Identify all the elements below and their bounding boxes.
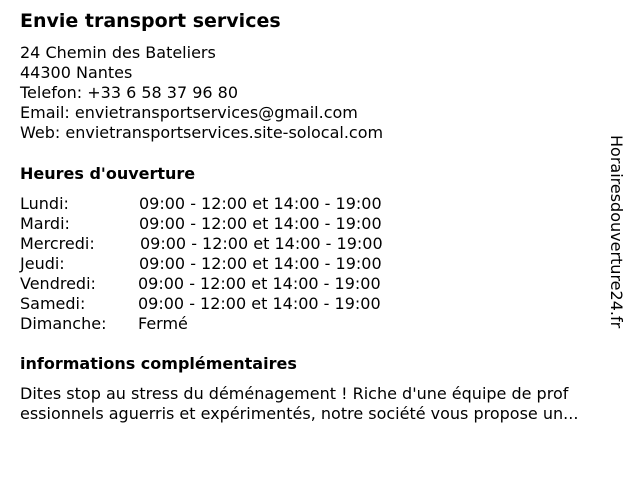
day-label: Samedi: [20, 294, 86, 313]
phone-number: Telefon: +33 6 58 37 96 80 [20, 83, 239, 102]
day-label: Lundi: [20, 194, 69, 213]
time-value: 09:00 - 12:00 et 14:00 - 19:00 [138, 274, 381, 293]
website-url: Web: envietransportservices.site-solocal.com [20, 123, 384, 142]
email-address: Email: envietransportservices@gmail.com [20, 103, 358, 122]
day-label: Mardi: [20, 214, 70, 233]
description-text [20, 384, 630, 424]
opening-hours-heading: Heures d'ouverture [20, 164, 196, 183]
site-watermark: Horairesdouverture24.fr [607, 135, 626, 329]
time-value: 09:00 - 12:00 et 14:00 - 19:00 [138, 294, 381, 313]
time-value: 09:00 - 12:00 et 14:00 - 19:00 [140, 234, 383, 253]
day-label: Mercredi: [20, 234, 95, 253]
description-line: Dites stop au stress du déménagement ! Riche d'une équipe de prof [20, 384, 569, 403]
day-label: Vendredi: [20, 274, 96, 293]
business-name: Envie transport services [20, 10, 281, 32]
description-line: essionnels aguerris et expérimentés, notre société vous propose un... [20, 404, 579, 423]
contact-block [20, 43, 383, 143]
time-value: 09:00 - 12:00 et 14:00 - 19:00 [139, 214, 382, 233]
time-value: 09:00 - 12:00 et 14:00 - 19:00 [139, 254, 382, 273]
time-value: 09:00 - 12:00 et 14:00 - 19:00 [139, 194, 382, 213]
time-value: Fermé [138, 314, 188, 333]
day-label: Jeudi: [20, 254, 65, 273]
address-street: 24 Chemin des Bateliers [20, 43, 216, 62]
day-label: Dimanche: [20, 314, 107, 333]
additional-info-heading: informations complémentaires [20, 354, 297, 373]
address-city: 44300 Nantes [20, 63, 133, 82]
